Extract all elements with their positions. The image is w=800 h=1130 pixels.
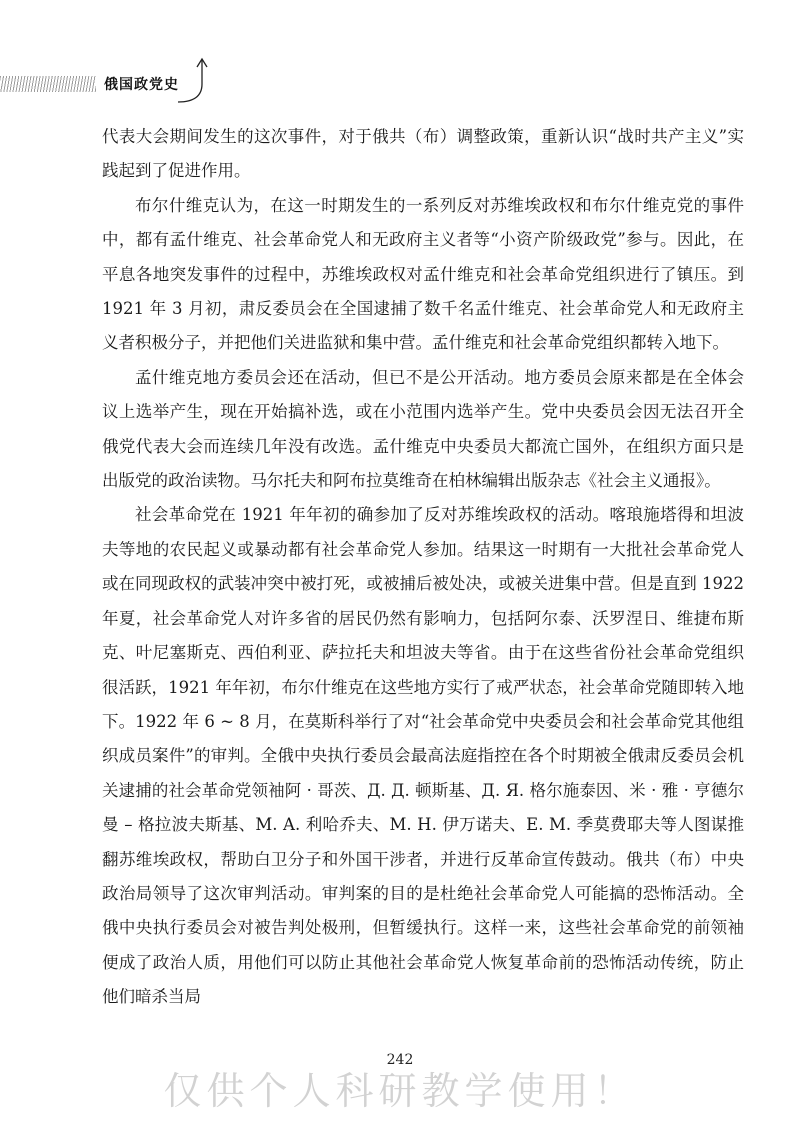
book-title: 俄国政党史	[104, 77, 179, 93]
header-hatch-decoration	[0, 76, 96, 92]
paragraph-2: 布尔什维克认为，在这一时期发生的一系列反对苏维埃政权和布尔什维克党的事件中，都有孟什维克、社会革命党人和无政府主义者等“小资产阶级政党”参与。因此，在平息各地突发事件的过程中，苏维埃政权对孟什维克和社会革命党组织进行了镇压。到 1921 年 3 月初，肃反委员会在全国逮捕了数千名孟什维克、社会革命党人和无政府主义者积极分子，并把他们关进监狱和集中营。孟什维克和社会革命党组织都转入地下。	[102, 195, 744, 353]
page-number: 242	[386, 1052, 414, 1068]
body-text	[102, 120, 744, 1015]
watermark-text: 仅供个人科研教学使用！	[163, 1069, 637, 1113]
running-header	[0, 56, 230, 104]
paragraph-3: 孟什维克地方委员会还在活动，但已不是公开活动。地方委员会原来都是在全体会议上选举产生，现在开始搞补选，或在小范围内选举产生。党中央委员会因无法召开全俄党代表大会而连续几年没有改选。孟什维克中央委员大都流亡国外，在组织方面只是出版党的政治读物。马尔托夫和阿布拉莫维奇在柏林编辑出版杂志《社会主义通报》。	[102, 367, 744, 491]
header-curved-arrow-icon	[176, 56, 216, 104]
paragraph-1: 代表大会期间发生的这次事件，对于俄共（布）调整政策，重新认识“战时共产主义”实践起到了促进作用。	[102, 127, 744, 181]
paragraph-4: 社会革命党在 1921 年年初的确参加了反对苏维埃政权的活动。喀琅施塔得和坦波夫等地的农民起义或暴动都有社会革命党人参加。结果这一时期有一大批社会革命党人或在同现政权的武装冲突中被打死，或被捕后被处决，或被关进集中营。但是直到 1922 年夏，社会革命党人对许多省的居民仍然有影响力，包括阿尔泰、沃罗涅日、维捷布斯克、叶尼塞斯克、西伯利亚、萨拉托夫和坦波夫等省。由于在这些省份社会革命党组织很活跃，1921 年年初，布尔什维克在这些地方实行了戒严状态，社会革命党随即转入地下。1922 年 6 ~ 8 月，在莫斯科举行了对“社会革命党中央委员会和社会革命党其他组织成员案件”的审判。全俄中央执行委员会最高法庭指控在各个时期被全俄肃反委员会机关逮捕的社会革命党领袖阿 · 哥茨、Д. Д. 顿斯基、Д. Я. 格尔施泰因、米 · 雅 · 亨德尔曼 – 格拉波夫斯基、M. A. 利哈乔夫、M. H. 伊万诺夫、E. M. 季莫费耶夫等人图谋推翻苏维埃政权，帮助白卫分子和外国干涉者，并进行反革命宣传鼓动。俄共（布）中央政治局领导了这次审判活动。审判案的目的是杜绝社会革命党人可能搞的恐怖活动。全俄中央执行委员会对被告判处极刑，但暂缓执行。这样一来，这些社会革命党的前领袖便成了政治人质，用他们可以防止其他社会革命党人恢复革命前的恐怖活动传统，防止他们暗杀当局	[102, 505, 744, 1007]
